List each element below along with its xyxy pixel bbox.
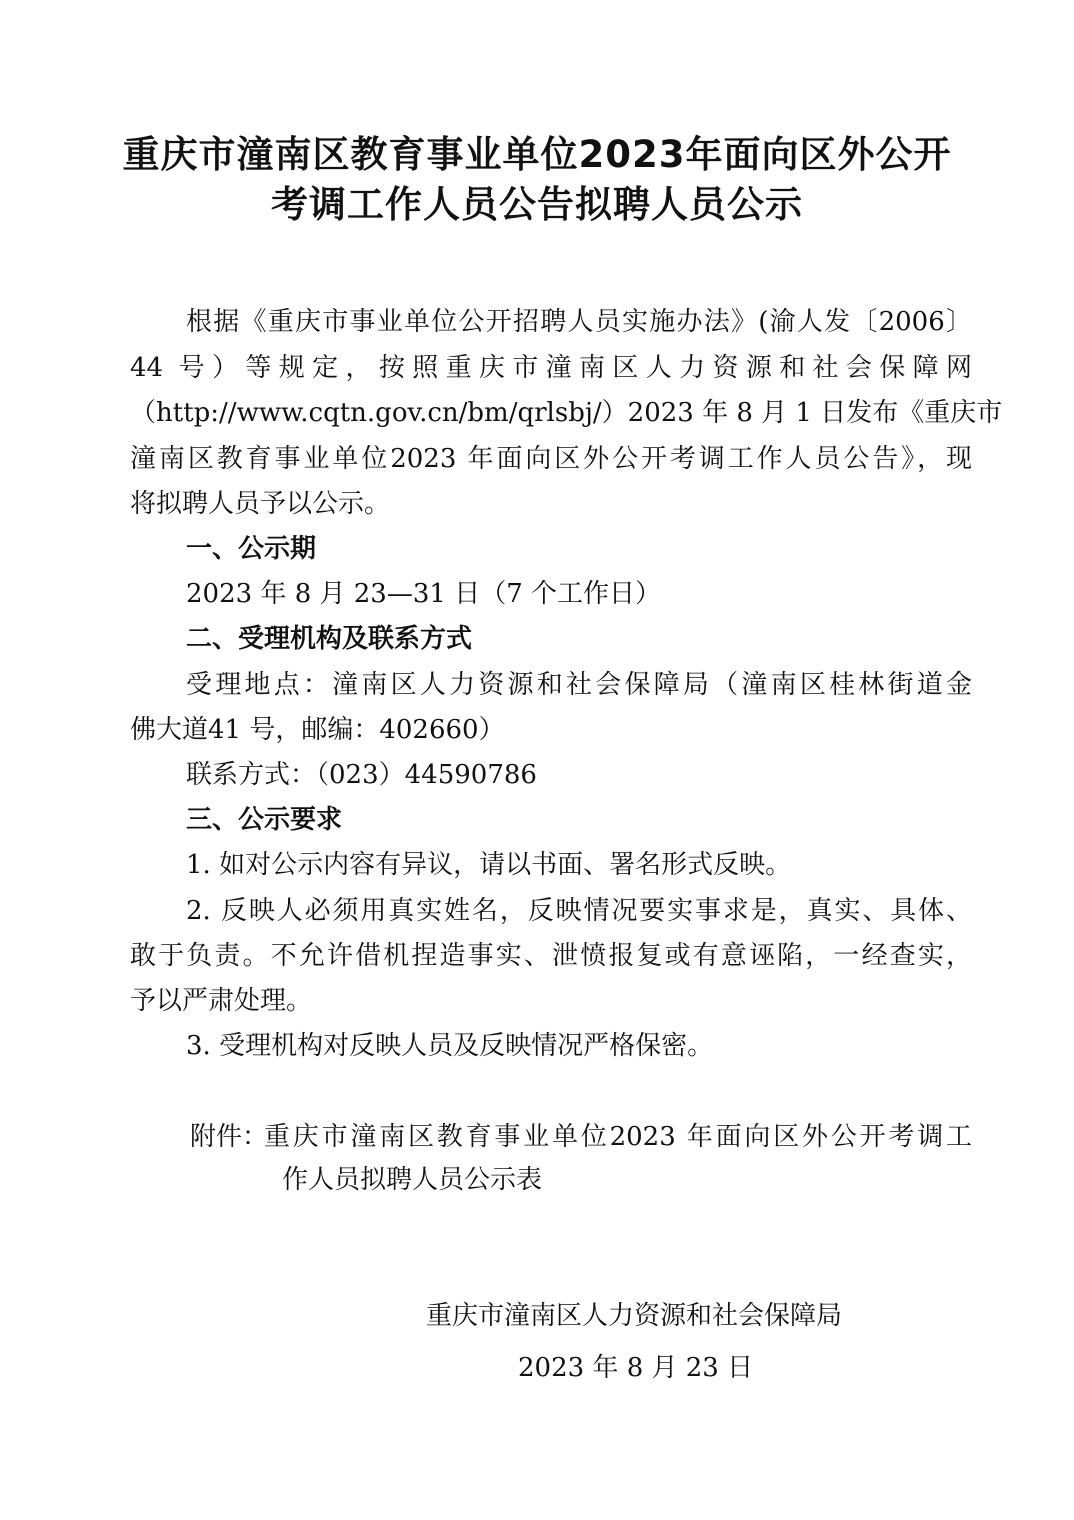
- attachment-title-line-2: 作人员拟聘人员公示表: [282, 1165, 543, 1195]
- intro-line-1: 根据《重庆市事业单位公开招聘人员实施办法》(渝人发〔2006〕: [186, 307, 972, 337]
- intro-line-4: 潼南区教育事业单位2023 年面向区外公开考调工作人员公告》，现: [130, 444, 972, 474]
- requirement-item-2-line-3: 予以严肃处理。: [130, 986, 313, 1016]
- document-title-line-2: 考调工作人员公告拟聘人员公示: [271, 183, 803, 226]
- intro-line-5: 将拟聘人员予以公示。: [130, 489, 391, 519]
- section-heading-2: 二、受理机构及联系方式: [186, 624, 473, 654]
- publicity-period: 2023 年 8 月 23—31 日（7 个工作日）: [186, 579, 662, 609]
- attachment-label: 附件：: [190, 1122, 269, 1152]
- requirement-item-3: 3. 受理机构对反映人员及反映情况严格保密。: [186, 1031, 714, 1061]
- intro-line-2: 44 号）等规定，按照重庆市潼南区人力资源和社会保障网: [130, 353, 972, 383]
- requirement-item-2-line-2: 敢于负责。不允许借机捏造事实、泄愤报复或有意诬陷，一经查实，: [130, 941, 972, 971]
- issuing-organization: 重庆市潼南区人力资源和社会保障局: [426, 1301, 843, 1331]
- document-title-line-1: 重庆市潼南区教育事业单位2023年面向区外公开: [122, 133, 952, 176]
- address-line-1: 受理地点：潼南区人力资源和社会保障局（潼南区桂林街道金: [186, 670, 972, 700]
- issue-date: 2023 年 8 月 23 日: [518, 1353, 754, 1383]
- attachment-title-line-1: 重庆市潼南区教育事业单位2023 年面向区外公开考调工: [264, 1122, 972, 1152]
- contact-phone: 联系方式：（023）44590786: [186, 760, 537, 790]
- section-heading-3: 三、公示要求: [186, 805, 343, 835]
- requirement-item-1: 1. 如对公示内容有异议，请以书面、署名形式反映。: [186, 850, 792, 880]
- intro-line-3: （http://www.cqtn.gov.cn/bm/qrlsbj/）2023 年 8 月 1 日发布《重庆市: [130, 398, 1003, 428]
- requirement-item-2-line-1: 2. 反映人必须用真实姓名，反映情况要实事求是，真实、具体、: [186, 896, 972, 926]
- address-line-2: 佛大道41 号，邮编：402660）: [130, 715, 505, 745]
- section-heading-1: 一、公示期: [186, 534, 317, 564]
